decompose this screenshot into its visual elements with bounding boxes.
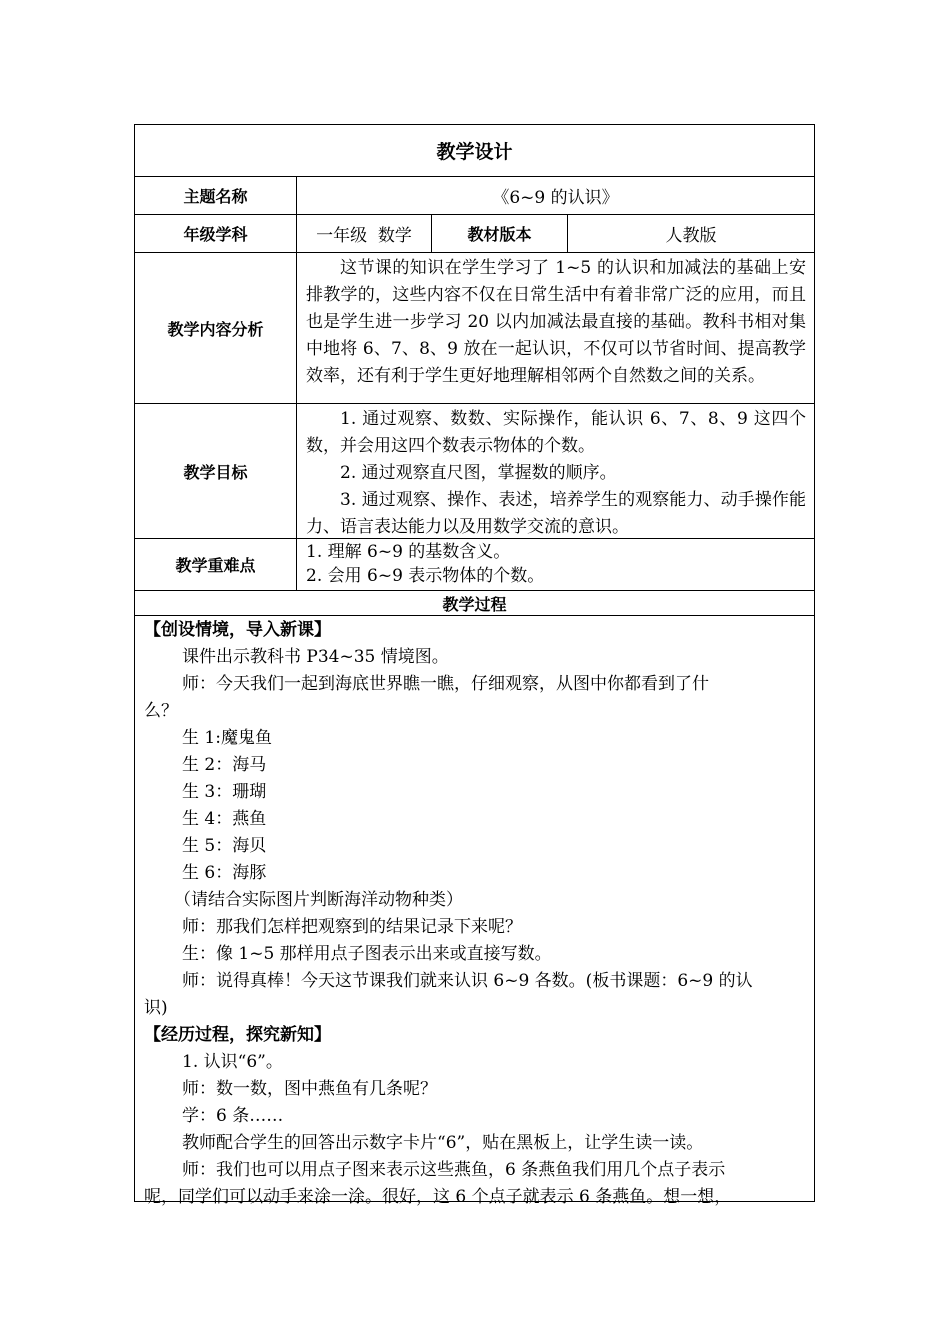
lesson-plan-table xyxy=(134,124,815,1207)
process-line: 师：我们也可以用点子图来表示这些燕鱼，6 条燕鱼我们用几个点子表示 xyxy=(182,1160,726,1180)
process-line: 生：像 1~5 那样用点子图表示出来或直接写数。 xyxy=(182,944,552,964)
process-line: 呢，同学们可以动手来涂一涂。很好，这 6 个点子就表示 6 条燕鱼。想一想， xyxy=(144,1187,732,1207)
edition-value: 人教版 xyxy=(567,215,814,252)
process-line: 课件出示教科书 P34~35 情境图。 xyxy=(182,647,449,667)
goal-item: 3. 通过观察、操作、表述，培养学生的观察能力、动手操作能力、语言表达能力以及用数学交流的意识。 xyxy=(306,490,806,537)
grade-row xyxy=(135,215,814,253)
process-line: 生 1:魔鬼鱼 xyxy=(182,728,272,748)
process-line: 教师配合学生的回答出示数字卡片“6”，贴在黑板上，让学生读一读。 xyxy=(182,1133,704,1153)
process-line: 师：那我们怎样把观察到的结果记录下来呢？ xyxy=(182,917,522,937)
topic-label: 主题名称 xyxy=(183,187,248,206)
title-row xyxy=(135,125,814,177)
process-line: 生 2：海马 xyxy=(182,755,267,775)
topic-row xyxy=(135,177,814,215)
process-line: 师：数一数，图中燕鱼有几条呢？ xyxy=(182,1079,437,1099)
process-line: 1. 认识“6”。 xyxy=(182,1052,283,1072)
process-line: 生 5：海贝 xyxy=(182,836,267,856)
key-points-label: 教学重难点 xyxy=(175,556,256,575)
analysis-label: 教学内容分析 xyxy=(167,319,264,339)
process-line: 生 3：珊瑚 xyxy=(182,782,267,802)
section-title: 【创设情境，导入新课】 xyxy=(144,620,331,640)
edition-label: 教材版本 xyxy=(431,215,567,252)
grade-label: 年级学科 xyxy=(183,225,248,244)
process-label: 教学过程 xyxy=(442,594,507,614)
process-body xyxy=(135,616,814,1207)
process-heading-row xyxy=(135,591,814,616)
process-line: 生 4：燕鱼 xyxy=(182,809,267,829)
key-point-item: 2. 会用 6~9 表示物体的个数。 xyxy=(306,566,545,586)
section-title: 【经历过程，探究新知】 xyxy=(144,1025,331,1045)
key-points-row xyxy=(135,539,814,591)
process-line: （请结合实际图片判断海洋动物种类） xyxy=(174,890,463,910)
goals-label: 教学目标 xyxy=(183,462,248,482)
goal-item: 1. 通过观察、数数、实际操作，能认识 6、7、8、9 这四个数，并会用这四个数表示物体的个数。 xyxy=(306,409,806,456)
process-line: 学：6 条…… xyxy=(182,1106,284,1126)
grade-value: 一年级 数学 xyxy=(296,215,431,252)
page-title: 教学设计 xyxy=(436,141,513,163)
analysis-row xyxy=(135,253,814,404)
process-line: 师：今天我们一起到海底世界瞧一瞧，仔细观察，从图中你都看到了什 xyxy=(182,674,709,694)
analysis-text: 这节课的知识在学生学习了 1~5 的认识和加减法的基础上安排教学的，这些内容不仅在日常生活中有着非常广泛的应用，而且也是学生进一步学习 20 以内加减法最直接的基础。教科书相对集中地将 6、7、8、9 放在一起认识，不仅可以节省时间、提高教学效率，还有利于学生更好地理解相邻两个自然数之间的关系。 xyxy=(306,258,806,386)
goal-item: 2. 通过观察直尺图，掌握数的顺序。 xyxy=(340,463,617,483)
process-line: 生 6：海豚 xyxy=(182,863,267,883)
process-line: 师：说得真棒！今天这节课我们就来认识 6~9 各数。(板书课题：6~9 的认 xyxy=(182,971,753,991)
key-point-item: 1. 理解 6~9 的基数含义。 xyxy=(306,542,511,562)
topic-value: 《6~9 的认识》 xyxy=(296,177,814,214)
process-line: 识) xyxy=(144,998,168,1018)
process-line: 么？ xyxy=(144,701,178,721)
goals-row xyxy=(135,404,814,539)
